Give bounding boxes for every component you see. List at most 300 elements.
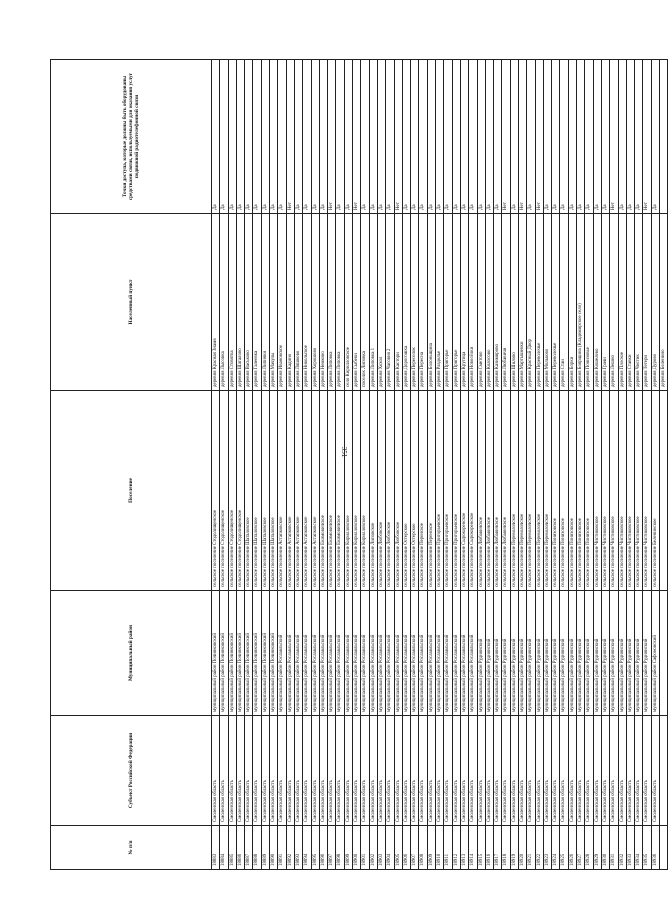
cell-subject: Смоленская область xyxy=(402,716,410,826)
cell-settlement: сельское поселение Кирилловское xyxy=(344,391,352,591)
header-district: Муниципальный район xyxy=(51,591,212,716)
cell-subject: Смоленская область xyxy=(278,716,286,826)
header-locality: Населенный пункт xyxy=(51,214,212,391)
cell-locality: деревня Переволочье xyxy=(535,214,543,391)
cell-access: Да xyxy=(427,60,435,214)
cell-subject: Смоленская область xyxy=(610,716,618,826)
cell-locality: деревня Тетери xyxy=(643,214,651,391)
cell-district: муниципальный район Руднянский xyxy=(577,591,585,716)
cell-subject: Смоленская область xyxy=(394,716,402,826)
cell-num: 18930 xyxy=(601,826,609,870)
cell-subject: Смоленская область xyxy=(593,716,601,826)
cell-subject: Смоленская область xyxy=(477,716,485,826)
cell-access: Да xyxy=(635,60,643,214)
cell-access: Да xyxy=(651,60,659,214)
cell-num: 18897 xyxy=(328,826,336,870)
cell-settlement: сельское поселение Остерское xyxy=(411,391,419,591)
cell-subject: Смоленская область xyxy=(601,716,609,826)
cell-locality: деревня Лысовка xyxy=(220,214,228,391)
cell-locality: деревня Переволочье xyxy=(552,214,560,391)
cell-district: муниципальный район Рославльский xyxy=(377,591,385,716)
cell-access: Да xyxy=(419,60,427,214)
cell-access: Да xyxy=(552,60,560,214)
cell-subject: Смоленская область xyxy=(311,716,319,826)
cell-access: Да xyxy=(336,60,344,214)
cell-district: муниципальный район Починковский xyxy=(270,591,278,716)
cell-locality: деревня Болоньщина xyxy=(427,214,435,391)
table-row xyxy=(361,60,369,870)
cell-settlement: сельское поселение Понизовское xyxy=(585,391,593,591)
cell-district: муниципальный район Руднянский xyxy=(485,591,493,716)
cell-num: 18920 xyxy=(518,826,526,870)
cell-locality: деревня Борки xyxy=(568,214,576,391)
cell-locality: деревня Дорогошка xyxy=(402,214,410,391)
cell-subject: Смоленская область xyxy=(319,716,327,826)
cell-subject: Смоленская область xyxy=(535,716,543,826)
table-body xyxy=(212,60,668,870)
cell-access: Нет xyxy=(328,60,336,214)
table-row xyxy=(577,60,585,870)
table-row xyxy=(261,60,269,870)
cell-district: муниципальный район Руднянский xyxy=(601,591,609,716)
cell-subject: Смоленская область xyxy=(543,716,551,826)
cell-settlement: сельское поселение Пригорьевское xyxy=(444,391,452,591)
cell-locality: деревня Понизовье xyxy=(585,214,593,391)
cell-subject: Смоленская область xyxy=(552,716,560,826)
cell-locality: деревня Шаталово xyxy=(236,214,244,391)
cell-subject: Смоленская область xyxy=(286,716,294,826)
cell-settlement: сельское поселение Перенское xyxy=(419,391,427,591)
table-row xyxy=(336,60,344,870)
table-row xyxy=(228,60,236,870)
table-row xyxy=(618,60,626,870)
cell-locality: деревня Хохол xyxy=(377,214,385,391)
table-row xyxy=(419,60,427,870)
cell-locality: деревня Стаи xyxy=(560,214,568,391)
cell-district xyxy=(660,591,668,716)
cell-num: 18905 xyxy=(394,826,402,870)
cell-district: муниципальный район Рославльский xyxy=(311,591,319,716)
cell-subject: Смоленская область xyxy=(485,716,493,826)
cell-locality: деревня Сметово xyxy=(477,214,485,391)
cell-locality: деревня Стовятка xyxy=(228,214,236,391)
cell-access: Да xyxy=(303,60,311,214)
cell-district: муниципальный район Рославльский xyxy=(278,591,286,716)
cell-locality: деревня Чистик xyxy=(635,214,643,391)
cell-locality: деревня Кадино xyxy=(286,214,294,391)
cell-locality: деревня Липняки xyxy=(261,214,269,391)
cell-district: муниципальный район Рославльский xyxy=(444,591,452,716)
table-row xyxy=(593,60,601,870)
cell-settlement: сельское поселение Чистиковское xyxy=(635,391,643,591)
cell-locality: деревня Мольково xyxy=(543,214,551,391)
cell-locality: деревня Лешно xyxy=(610,214,618,391)
table-row xyxy=(543,60,551,870)
table-row xyxy=(444,60,452,870)
table-row xyxy=(601,60,609,870)
header-num: № п/п xyxy=(51,826,212,870)
cell-subject: Смоленская область xyxy=(220,716,228,826)
cell-num: 18926 xyxy=(568,826,576,870)
cell-settlement: сельское поселение Чистиковское xyxy=(618,391,626,591)
cell-subject: Смоленская область xyxy=(411,716,419,826)
cell-settlement: сельское поселение Любовское xyxy=(386,391,394,591)
cell-access: Да xyxy=(311,60,319,214)
cell-subject: Смоленская область xyxy=(253,716,261,826)
settlements-table xyxy=(50,59,668,870)
cell-subject: Смоленская область xyxy=(527,716,535,826)
cell-num: 18909 xyxy=(427,826,435,870)
cell-subject: Смоленская область xyxy=(469,716,477,826)
cell-num: 18921 xyxy=(527,826,535,870)
cell-access: Да xyxy=(402,60,410,214)
cell-district: муниципальный район Рославльский xyxy=(328,591,336,716)
cell-settlement: сельское поселение Любовское xyxy=(394,391,402,591)
cell-district: муниципальный район Рославльский xyxy=(386,591,394,716)
table-row xyxy=(610,60,618,870)
cell-settlement: сельское поселение Переволочское xyxy=(535,391,543,591)
cell-num: 18891 xyxy=(278,826,286,870)
table-row xyxy=(270,60,278,870)
cell-locality: поселок Липовка xyxy=(361,214,369,391)
cell-subject: Смоленская область xyxy=(635,716,643,826)
cell-district: муниципальный район Рославльский xyxy=(336,591,344,716)
cell-subject: Смоленская область xyxy=(577,716,585,826)
table-row xyxy=(253,60,261,870)
cell-num: 18895 xyxy=(311,826,319,870)
cell-district: муниципальный район Рославльский xyxy=(436,591,444,716)
cell-locality: деревня Красная Знамя xyxy=(212,214,220,391)
cell-locality: деревня Мачулы xyxy=(270,214,278,391)
cell-access: Да xyxy=(452,60,460,214)
cell-subject: Смоленская область xyxy=(344,716,352,826)
cell-settlement: сельское поселение Перенское xyxy=(427,391,435,591)
cell-num: 18886 xyxy=(236,826,244,870)
cell-num: 18885 xyxy=(228,826,236,870)
cell-settlement: сельское поселение Стодолищенское xyxy=(220,391,228,591)
cell-num: 18932 xyxy=(618,826,626,870)
cell-subject: Смоленская область xyxy=(369,716,377,826)
cell-settlement: сельское поселение Шаталовское xyxy=(253,391,261,591)
cell-access: Нет xyxy=(394,60,402,214)
table-row xyxy=(518,60,526,870)
cell-settlement: сельское поселение Понизовское xyxy=(552,391,560,591)
cell-settlement: сельское поселение Екимовичское xyxy=(328,391,336,591)
cell-num: 18899 xyxy=(344,826,352,870)
cell-locality: деревня Дурово xyxy=(651,214,659,391)
cell-settlement: сельское поселение Переволочское xyxy=(518,391,526,591)
cell-locality: деревня Липовка xyxy=(328,214,336,391)
cell-access: Нет xyxy=(502,60,510,214)
cell-access: Нет xyxy=(353,60,361,214)
cell-subject: Смоленская область xyxy=(643,716,651,826)
cell-district: муниципальный район Руднянский xyxy=(626,591,634,716)
cell-num: 18935 xyxy=(643,826,651,870)
cell-district: муниципальный район Рославльский xyxy=(294,591,302,716)
table-row xyxy=(427,60,435,870)
table-row xyxy=(585,60,593,870)
table-row xyxy=(510,60,518,870)
cell-locality: деревня Немково xyxy=(319,214,327,391)
cell-access: Да xyxy=(361,60,369,214)
cell-locality: деревня Васьково xyxy=(245,214,253,391)
cell-num: 18890 xyxy=(270,826,278,870)
cell-locality: деревня Красный Двор xyxy=(527,214,535,391)
cell-district: муниципальный район Рославльский xyxy=(286,591,294,716)
cell-subject: Смоленская область xyxy=(377,716,385,826)
table-row xyxy=(294,60,302,870)
table-row xyxy=(303,60,311,870)
cell-settlement: сельское поселение Любавичское xyxy=(485,391,493,591)
cell-district: муниципальный район Руднянский xyxy=(635,591,643,716)
cell-num: 18907 xyxy=(411,826,419,870)
cell-settlement: сельское поселение Липовское xyxy=(369,391,377,591)
cell-district: муниципальный район Руднянский xyxy=(477,591,485,716)
table-row xyxy=(236,60,244,870)
cell-settlement: сельское поселение Переволочское xyxy=(527,391,535,591)
cell-access: Нет xyxy=(610,60,618,214)
cell-district: муниципальный район Рославльский xyxy=(319,591,327,716)
cell-num: 18936 xyxy=(651,826,659,870)
cell-access: Нет xyxy=(286,60,294,214)
cell-access: Нет xyxy=(518,60,526,214)
header-access-points: Точки доступа, которые должны быть оборудованы средствами связи, используемыми для оказания услуг подвижной радиотелефонной связи xyxy=(51,60,212,214)
cell-num: 18908 xyxy=(419,826,427,870)
cell-access: Да xyxy=(220,60,228,214)
cell-locality: деревня Липовка xyxy=(336,214,344,391)
cell-settlement: сельское поселение Переволочское xyxy=(510,391,518,591)
cell-access: Да xyxy=(618,60,626,214)
cell-access: Да xyxy=(527,60,535,214)
cell-locality: село Кирилловское xyxy=(344,214,352,391)
cell-subject: Смоленская область xyxy=(245,716,253,826)
cell-locality: деревня Пригорье xyxy=(444,214,452,391)
cell-access: Да xyxy=(585,60,593,214)
table-row xyxy=(286,60,294,870)
cell-access: Да xyxy=(601,60,609,214)
cell-district: муниципальный район Руднянский xyxy=(643,591,651,716)
cell-district: муниципальный район Починковский xyxy=(228,591,236,716)
rotated-table-container xyxy=(50,60,667,870)
cell-access: Да xyxy=(477,60,485,214)
table-row xyxy=(651,60,659,870)
cell-district: муниципальный район Руднянский xyxy=(527,591,535,716)
cell-subject xyxy=(660,716,668,826)
cell-subject: Смоленская область xyxy=(502,716,510,826)
cell-subject: Смоленская область xyxy=(228,716,236,826)
cell-settlement: сельское поселение Астапковское xyxy=(311,391,319,591)
cell-subject: Смоленская область xyxy=(261,716,269,826)
cell-access: Да xyxy=(369,60,377,214)
cell-settlement: сельское поселение Стодолищенское xyxy=(212,391,220,591)
table-row xyxy=(245,60,253,870)
cell-locality: деревня Боярщина (Кладимирское село) xyxy=(577,214,585,391)
cell-district: муниципальный район Руднянский xyxy=(618,591,626,716)
cell-district: муниципальный район Починковский xyxy=(245,591,253,716)
cell-num: 18922 xyxy=(535,826,543,870)
cell-district: муниципальный район Рославльский xyxy=(427,591,435,716)
cell-locality: деревня Сыбеки xyxy=(353,214,361,391)
cell-district: муниципальный район Руднянский xyxy=(502,591,510,716)
cell-num: 18896 xyxy=(319,826,327,870)
cell-settlement: сельское поселение Пригорьевское xyxy=(452,391,460,591)
cell-settlement xyxy=(660,391,668,591)
cell-district: муниципальный район Рославльский xyxy=(369,591,377,716)
cell-subject: Смоленская область xyxy=(328,716,336,826)
cell-access: Да xyxy=(212,60,220,214)
cell-district: муниципальный район Рославльский xyxy=(452,591,460,716)
table-row xyxy=(212,60,220,870)
cell-district: муниципальный район Рославльский xyxy=(460,591,468,716)
cell-settlement: сельское поселение Чистиковское xyxy=(601,391,609,591)
cell-district: муниципальный район Руднянский xyxy=(543,591,551,716)
cell-access: Да xyxy=(568,60,576,214)
cell-num: 18906 xyxy=(402,826,410,870)
cell-subject: Смоленская область xyxy=(436,716,444,826)
cell-num: 18912 xyxy=(452,826,460,870)
cell-locality: деревня Ивановское xyxy=(278,214,286,391)
cell-subject: Смоленская область xyxy=(361,716,369,826)
cell-locality: деревня Кастори xyxy=(394,214,402,391)
cell-num: 18902 xyxy=(369,826,377,870)
cell-settlement: сельское поселение Чистиковское xyxy=(610,391,618,591)
cell-subject: Смоленская область xyxy=(444,716,452,826)
cell-locality: деревня Никольское xyxy=(303,214,311,391)
cell-access: Да xyxy=(444,60,452,214)
cell-district: муниципальный район Рославльский xyxy=(469,591,477,716)
cell-district: муниципальный район Починковский xyxy=(212,591,220,716)
cell-num: 18933 xyxy=(626,826,634,870)
cell-district: муниципальный район Рославльский xyxy=(402,591,410,716)
cell-settlement: сельское поселение Чистиковское xyxy=(626,391,634,591)
cell-locality: деревня Пригорье xyxy=(452,214,460,391)
cell-access: Да xyxy=(510,60,518,214)
cell-settlement: сельское поселение Беленинское xyxy=(651,391,659,591)
cell-num: 18904 xyxy=(386,826,394,870)
table-row xyxy=(369,60,377,870)
table-row xyxy=(377,60,385,870)
cell-settlement: сельское поселение Стодолищенское xyxy=(228,391,236,591)
table-row xyxy=(535,60,543,870)
cell-num: 18914 xyxy=(469,826,477,870)
cell-num: 18925 xyxy=(560,826,568,870)
cell-subject: Смоленская область xyxy=(618,716,626,826)
cell-num: 18892 xyxy=(286,826,294,870)
cell-access: Да xyxy=(469,60,477,214)
cell-access: Да xyxy=(577,60,585,214)
cell-locality: деревня Ставки xyxy=(626,214,634,391)
cell-num: 18884 xyxy=(220,826,228,870)
cell-access: Да xyxy=(626,60,634,214)
cell-settlement: сельское поселение Стодолищенское xyxy=(236,391,244,591)
table-row xyxy=(477,60,485,870)
cell-district: муниципальный район Починковский xyxy=(236,591,244,716)
cell-settlement: сельское поселение Шаталовское xyxy=(261,391,269,591)
table-row xyxy=(344,60,352,870)
cell-locality: деревня Колосово xyxy=(485,214,493,391)
cell-num: 18934 xyxy=(635,826,643,870)
cell-locality: деревня Новосёлки xyxy=(469,214,477,391)
cell-locality: деревня Беленино xyxy=(660,214,668,391)
cell-district: муниципальный район Починковский xyxy=(253,591,261,716)
table-row xyxy=(626,60,634,870)
cell-locality: деревня Часовня 2 xyxy=(386,214,394,391)
cell-settlement: сельское поселение Астапковское xyxy=(303,391,311,591)
cell-district: муниципальный район Руднянский xyxy=(494,591,502,716)
cell-subject: Смоленская область xyxy=(236,716,244,826)
cell-subject: Смоленская область xyxy=(270,716,278,826)
cell-settlement: сельское поселение Понизовское xyxy=(577,391,585,591)
cell-district: муниципальный район Руднянский xyxy=(510,591,518,716)
table-row xyxy=(460,60,468,870)
cell-settlement: сельское поселение Сырокоренское xyxy=(469,391,477,591)
cell-district: муниципальный район Рославльский xyxy=(419,591,427,716)
cell-subject: Смоленская область xyxy=(427,716,435,826)
cell-subject: Смоленская область xyxy=(212,716,220,826)
cell-access: Да xyxy=(377,60,385,214)
cell-locality: деревня Раздолье xyxy=(436,214,444,391)
cell-num: 18888 xyxy=(253,826,261,870)
cell-locality: деревня Мартышенки xyxy=(518,214,526,391)
cell-district: муниципальный район Рославльский xyxy=(353,591,361,716)
cell-district: муниципальный район Руднянский xyxy=(585,591,593,716)
cell-subject: Смоленская область xyxy=(452,716,460,826)
cell-num: 18916 xyxy=(485,826,493,870)
cell-access: Да xyxy=(344,60,352,214)
cell-locality: деревня Казимирово xyxy=(494,214,502,391)
cell-locality: деревня Липовка 1 xyxy=(369,214,377,391)
cell-subject: Смоленская область xyxy=(419,716,427,826)
cell-num: 18889 xyxy=(261,826,269,870)
table-header-row xyxy=(51,60,212,870)
cell-num: 18915 xyxy=(477,826,485,870)
cell-subject: Смоленская область xyxy=(518,716,526,826)
table-row xyxy=(311,60,319,870)
cell-access: Да xyxy=(593,60,601,214)
cell-settlement: сельское поселение Чистиковское xyxy=(643,391,651,591)
cell-locality: деревня Кошелево xyxy=(593,214,601,391)
cell-subject: Смоленская область xyxy=(353,716,361,826)
header-settlement: Поселение xyxy=(51,391,212,591)
cell-num: 18883 xyxy=(212,826,220,870)
cell-access: Да xyxy=(270,60,278,214)
cell-district: муниципальный район Починковский xyxy=(261,591,269,716)
cell-num: 18929 xyxy=(593,826,601,870)
cell-num: 18931 xyxy=(610,826,618,870)
cell-access: Нет xyxy=(535,60,543,214)
table-row xyxy=(502,60,510,870)
cell-access: Да xyxy=(411,60,419,214)
cell-num: 18911 xyxy=(444,826,452,870)
cell-num: 18928 xyxy=(585,826,593,870)
cell-access: Да xyxy=(494,60,502,214)
cell-subject: Смоленская область xyxy=(494,716,502,826)
cell-district: муниципальный район Починковский xyxy=(220,591,228,716)
table-row xyxy=(436,60,444,870)
cell-settlement: сельское поселение Астапковское xyxy=(278,391,286,591)
cell-locality: деревня Хорошово xyxy=(311,214,319,391)
table-row xyxy=(278,60,286,870)
cell-district: муниципальный район Руднянский xyxy=(560,591,568,716)
table-row xyxy=(394,60,402,870)
cell-access: Да xyxy=(278,60,286,214)
cell-district: муниципальный район Руднянский xyxy=(568,591,576,716)
cell-district: муниципальный район Руднянский xyxy=(552,591,560,716)
cell-district: муниципальный район Руднянский xyxy=(518,591,526,716)
cell-num: 18901 xyxy=(361,826,369,870)
table-row xyxy=(660,60,668,870)
table-row xyxy=(452,60,460,870)
